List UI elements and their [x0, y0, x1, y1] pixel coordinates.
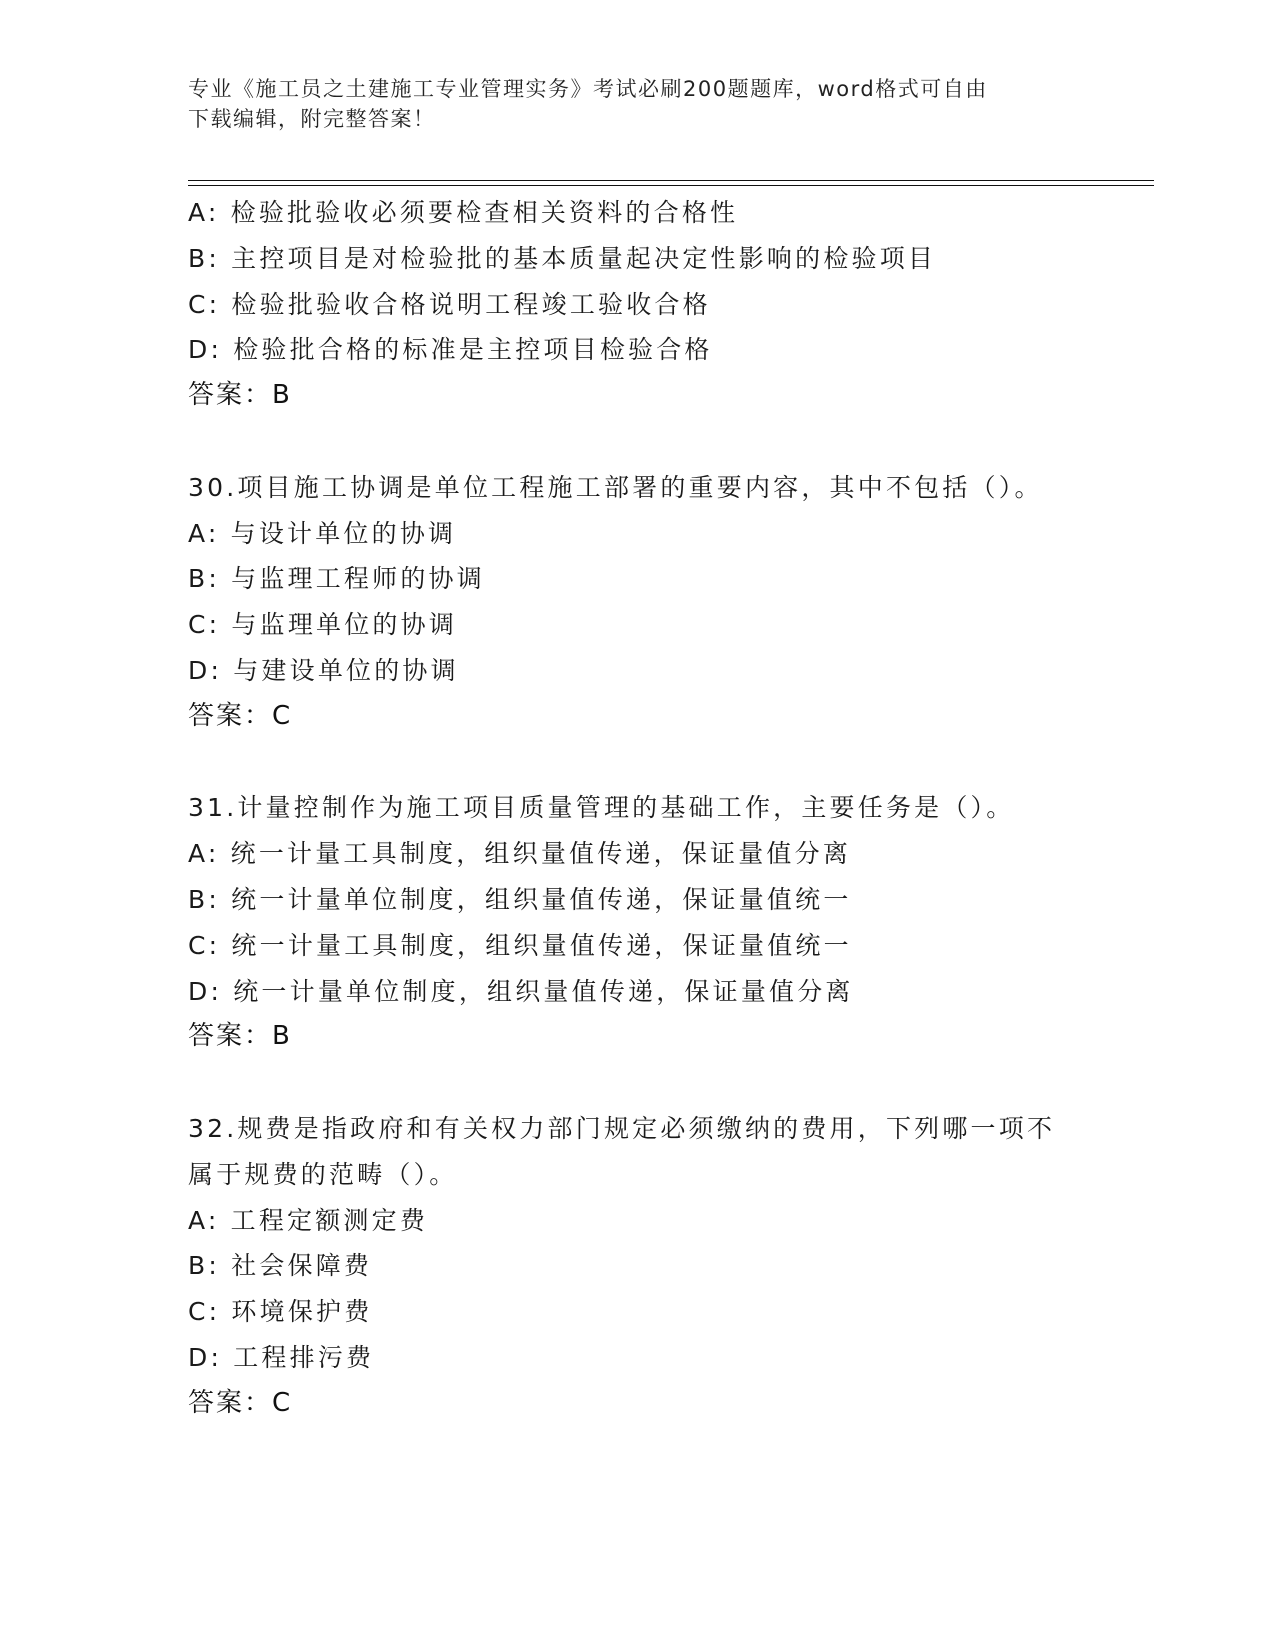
header-line-2: 下载编辑，附完整答案！: [188, 107, 436, 131]
answer-option: B: 统一计量单位制度，组织量值传递，保证量值统一: [188, 884, 852, 914]
question-stem: 32.规费是指政府和有关权力部门规定必须缴纳的费用，下列哪一项不: [188, 1113, 1056, 1143]
answer-option: A: 工程定额测定费: [188, 1205, 429, 1235]
answer-key: 答案：C: [188, 700, 293, 731]
question-stem: 31.计量控制作为施工项目质量管理的基础工作，主要任务是（）。: [188, 793, 1015, 823]
question-spacer: [188, 419, 1188, 465]
document-header: [188, 74, 1088, 134]
answer-option: C: 与监理单位的协调: [188, 610, 458, 640]
question-stem: 30.项目施工协调是单位工程施工部署的重要内容，其中不包括（）。: [188, 472, 1043, 502]
answer-option: D: 统一计量单位制度，组织量值传递，保证量值分离: [188, 976, 854, 1006]
answer-option: A: 统一计量工具制度，组织量值传递，保证量值分离: [188, 839, 852, 869]
answer-option: D: 检验批合格的标准是主控项目检验合格: [188, 335, 713, 365]
answer-option: C: 统一计量工具制度，组织量值传递，保证量值统一: [188, 930, 852, 960]
question-spacer: [188, 740, 1188, 786]
question-block: [188, 785, 1188, 1060]
answer-option: C: 检验批验收合格说明工程竣工验收合格: [188, 289, 711, 319]
question-block: [188, 190, 1188, 419]
header-divider-top: [188, 180, 1154, 181]
answer-option: C: 环境保护费: [188, 1297, 373, 1327]
answer-option: D: 与建设单位的协调: [188, 655, 459, 685]
answer-key: 答案：C: [188, 1387, 293, 1418]
question-list: [188, 190, 1188, 1427]
answer-option: A: 与设计单位的协调: [188, 518, 457, 548]
answer-option: B: 社会保障费: [188, 1251, 373, 1281]
question-block: [188, 465, 1188, 740]
answer-key: 答案：B: [188, 380, 292, 411]
question-spacer: [188, 1060, 1188, 1106]
answer-option: A: 检验批验收必须要检查相关资料的合格性: [188, 198, 739, 227]
answer-option: D: 工程排污费: [188, 1342, 375, 1372]
answer-option: B: 主控项目是对检验批的基本质量起决定性影响的检验项目: [188, 243, 937, 273]
answer-key: 答案：B: [188, 1021, 292, 1052]
header-line-1: 专业《施工员之土建施工专业管理实务》考试必刷200题题库，word格式可自由: [188, 77, 988, 101]
header-divider-bottom: [188, 185, 1154, 186]
question-block: [188, 1106, 1188, 1427]
question-stem: 属于规费的范畴（）。: [188, 1159, 458, 1189]
answer-option: B: 与监理工程师的协调: [188, 564, 485, 594]
